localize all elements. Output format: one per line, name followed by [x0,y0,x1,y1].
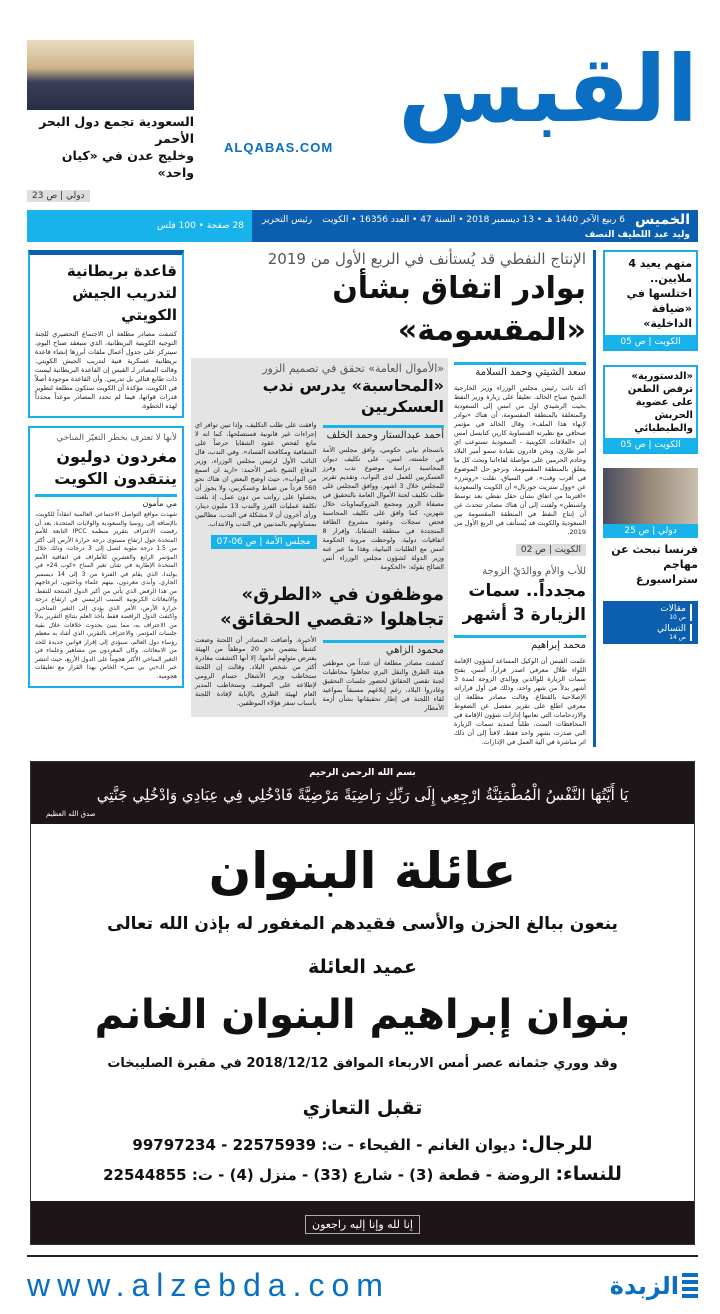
women-info: الروضة - قطعة (3) - شارع (33) - منزل (4) - ت: 22544855 [103,1166,551,1184]
audit-body-2: وافقت على طلب التكليف، وإذا تبين توافر اي إجراءات غير قانونية فستصلحها، كما انه لا مانع لفحص عقود الشقايا حرصاً على الشفافية ومكافحة الفساد». وفي الندب، قال النائب الأول لرئيس مجلس الوزراء، وزير الدفاع الشيخ ناصر الأحمد: «اريد ان اسمع من النواب»، حيث اوضح البعض ان هناك نحو 560 فرداً من ضباط وعسكريين، ولا يجوز أن يحصلوا على رواتب من دون عمل، إذ بلغت تكلفة عمليات الفرز والندب 13 مليون دينار، ورأى آخرون أن لا مشكلة في الندب، مطالبين بمساواتهم بالمدنيين في الندب والانتداب. [195,421,317,528]
audit-body-1: بانسجام نيابي حكومي، وافق مجلس الأمة في جلسته، امس، على تكليف ديوان المحاسبة دراسة موضوع ندب وفرز العسكريين للعمل لدى النواب، وتقديم تقرير للمجلس خلال 3 اشهر. ووافق المجلس على طلب تكليف لجنة الأموال العامة بالتحقيق في مصفاة الزور ومجمع البتروكيماويات خلال شهرين، كما وافق على تكليف المحاسبة فحص سجلات وعقود مشروع الطاقة المتجددة في منطقة الشقايا، وإقرار 8 اتفاقيات دولية. ولوحظت مرونة الحكومة امس مع الطلبات النيابية، وهذا ما عبر عنه وزير الدولة لشؤون مجلس الوزراء أنس الصالح بقوله: «الحكومة [322,446,445,571]
roads-headline-1[interactable]: موظفون في «الطرق» [241,584,444,605]
right-column-rule [593,250,596,747]
women-label: للنساء: [555,1163,622,1185]
side-tag: دولي | ص 25 [603,524,698,538]
verse-banner [31,762,694,824]
women-condolences [31,1163,694,1185]
audit-headline[interactable]: «المحاسبة» يدرس ندب العسكريين [262,376,444,416]
side-tag: الكويت | ص 05 [605,335,696,349]
family-name: عائلة البنوان [208,842,517,900]
dateline-day: الخميس [634,212,690,228]
site-url: ALQABAS.COM [224,140,334,155]
closing-banner [31,1201,694,1244]
men-condolences [31,1133,694,1155]
index-label: التسالي [657,624,686,634]
basmala: بسم الله الرحمن الرحيم [309,768,416,778]
lead-column [454,358,586,747]
lead-headline[interactable]: بوادر اتفاق بشأن «المقسومة» [332,271,586,348]
deceased-title: عميد العائلة [308,956,417,978]
base-box[interactable] [28,250,184,418]
roads-body-2: الأخيرة. وأضافت المصادر أن اللجنة وضعت كشفاً يتضمن نحو 20 موظفاً من الهيئة يفترض مثولهم أمامها، إلا أنها اكتشفت مغادرة أكثر من شخص البلاد. وقالت إن اللجنة ستخاطب وزير الأشغال حسام الرومي لإطلاعه على الموقف، وستخاطب المدير العام لهيئة الطرق بالإنابة لإفادة اللجنة بأسباب سفر هؤلاء الموظفين. [195,636,317,707]
top-story-photo [27,40,194,110]
burial-info: وقد ووري جثمانه عصر أمس الاربعاء الموافق 2018/12/12 في مقبرة الصليبخات [107,1056,618,1071]
lead-byline: سعد الشيتي وحمد السلامة [454,362,586,378]
footer [27,1255,698,1304]
visa-kicker: للأب والأم ووالدَيْ الزوجة [482,566,586,577]
side-box-embezzle[interactable] [603,250,698,351]
condolences-heading: تقبل التعازي [302,1097,423,1119]
roads-col-right [323,636,445,713]
editor-name: وليد عبد اللطيف النصف [584,230,690,240]
index-item[interactable] [609,624,692,641]
right-column [603,250,698,644]
footer-logo-text: الزبدة [609,1271,679,1300]
top-story-tag[interactable]: دولي | ص 23 [27,190,90,202]
left-column [28,250,184,688]
index-page: ص 10 [669,614,686,621]
lead-tag[interactable]: الكويت | ص 02 [516,544,586,556]
grey-panel [191,358,448,717]
content-row [27,250,698,747]
roads-body-1: كشفت مصادر مطلعة أن عدداً من موظفي هيئة الطرق والنقل البري تجاهلوا مخاطبات لجنة تقصي الحقائق لحضور جلسات التحقيق وغادروا البلاد، رغم إبلاغهم مسبقاً بمواعيد لقاء اللجنة في إطار تحقيقاتها بشأن أزمة الأمطار [322,659,444,712]
announcement: ينعون ببالغ الحزن والأسى فقيدهم المغفور له بإذن الله تعالى [107,914,618,934]
pages-price: 28 صفحة • 100 فلس [157,221,244,231]
strasbourg-photo [603,468,698,524]
audit-columns [195,421,444,572]
side-headline: متهم يعيد 4 ملايين.. اختلسها في «ضيافة الداخلية» [626,257,692,330]
footer-logo[interactable] [610,1272,698,1300]
side-headline: «الدستورية» ترفض الطعن على عضوية الحربش والطبطبائي [627,371,693,434]
visa-headline[interactable]: مجدداً.. سمات الزيارة 3 أشهر [462,581,586,625]
masthead-logo[interactable] [204,36,698,155]
dateline-date: 6 ربيع الآخر 1440 هـ • 13 ديسمبر 2018 • السنة 47 • العدد 16356 • الكويت [322,215,625,225]
audit-kicker: «الأموال العامة» تحقق في تصميم الزور [262,362,444,375]
climate-headline: مغردون دوليون ينتقدون الكويت [54,447,177,488]
top-story-headline-1[interactable]: السعودية تجمع دول البحر الأحمر [39,114,194,146]
audit-byline: أحمد عبدالستار وحمد الخلف [323,425,445,441]
side-box-strasbourg[interactable] [603,468,698,587]
side-box-constitutional[interactable] [603,365,698,454]
audit-col-left [195,421,317,549]
menu-lines-icon [682,1273,698,1299]
side-tag: الكويت | ص 05 [605,438,696,452]
quran-verse: يَا أَيَّتُهَا النَّفْسُ الْمُطْمَئِنَّةُ ارْجِعِي إِلَى رَبِّكِ رَاضِيَةً مَرْضِيَّةً فَادْخُلِي فِي عِبَادِي وَادْخُلِي جَنَّتِي [96,786,629,804]
obituary-ad [30,761,695,1245]
climate-byline: مي مأمون [35,494,177,508]
index-label: مقالات [660,604,686,614]
deceased-name: بنوان إبراهيم البنوان الغانم [94,992,631,1038]
main-column [191,250,586,747]
climate-body: شهدت مواقع التواصل الاجتماعي العالمية انتقاداً للكويت، بالإضافة إلى روسيا والسعودية والولايات المتحدة، بعد أن رفضت الاعتراف بتقرير منظمة IPCC التابعة للأمم المتحدة حول ارتفاع مستوى درجة حرارة الأرض إلى أكثر من 1.5 درجة مئوية لتصل إلى 3 درجات، وذلك خلال المؤتمر الرابع والعشرين للأطراف في اتفاقية الأمم المتحدة الإطارية في شأن تغير المناخ «كوب 24» في بولندا، الذي يقام في الفترة من 3 إلى 14 ديسمبر الجاري. وأبدى مغردون، بينهم علماء وباحثون، انزعاجهم من هذا الرفض الذي يأتي من أكبر الدول المنتجة للنفط. والانبعاثات الكربونية السبب الرئيسي في ارتفاع درجة حرارة الأرض، الأمر الذي يؤدي إلى التغير المناخي. واكتفت الدول الرافضة فقط بأخذ العلم بنتائج التقرير بدلاً من الاعتراف به، مما ينبئ بحدوث خلافات خلال بقية جلسات المؤتمر. والاعتراف بالتقرير، الذي أشاد به معظم رؤساء دول العالم، سيؤدي إلى إقرار قوانين جديدة للحد من الانبعاثات. وكان المغردون من مشاهير وعلماء في التغير المناخي الأكثر هجوماً على الدول الأربع، حيث انتشر خبر الـ«بي بي سي» الخاص بهذا القرار مع تعليقات هجومية. [35,511,178,680]
header [27,36,698,202]
index-item[interactable] [609,604,692,621]
lead-body: أكد نائب رئيس مجلس الوزراء وزير الخارجية الشيخ صباح الخالد، تعليقاً على زيارة وزير النفط بخيت الرشيدي اول من امس إلى السعودية والمتعلقة بالمنطقة المقسومة، أن هناك «بوادر لإنهاء هذا الملف». وقال الخالد في مؤتمر صحافي مع نظيرته الفنساوية كارين كنايسل امس إن «العلاقات الكويتية - السعودية تستوعب اي امر طارئ، ونحن قادرون بقيادة سمو أمير البلاد وخادم الحرمين على مواصلة لقاءاتنا وبحث كل ما يتعلق بالمنطقة المقسومة، ونرجو حل الموضوع في أقرب وقت». في السياق، نقلت «رويترز» عن «وول ستريت جورنال» أن الكويت والسعودية «اقتربتا من اتفاق بشأن حقل نفطي بعد توسط واشنطن» ولفتت إلى أن هناك مصادر تتحدث عن أن إنتاج النفط في المنطقة المقسومة بين السعودية والكويت قد يُستأنف في الربع الأول من 2019. [454,384,586,536]
roads-byline: محمود الزاهي [323,640,445,656]
index-box [603,601,698,644]
dateline-bar [27,210,698,242]
base-body: كشفت مصادر مطلعة أن الاجتماع التحضيري للجنة التوجيه الكويتية البريطانية، الذي سيعقد صباح اليوم، سيتركز على جدول أعمال ملفات أبرزها إنشاء قاعدة بريطانية عسكرية فنية لتدريب الجيش الكويتي. وقالت المصادر لـ القبس إن القاعدة البريطانية ليست ذات طابع قتالي بل تدريبي. وأن القاعدة موجودة أصلاً في الكويت، مؤكدة أن الكويت ستكون مطلعة لتطوير قدرات قواتها، فيما لم تحدد المصادر موعداً محدداً لهذه الخطوة. [35,330,177,410]
lead-kicker: الإنتاج النفطي قد يُستأنف في الربع الأول من 2019 [267,250,586,268]
audit-tag[interactable]: مجلس الأمة | ص 06-07 [211,535,317,549]
audit-col-right [323,421,445,572]
roads-col-left [195,636,317,708]
main-subrow [191,358,586,747]
index-page: ص 14 [669,634,686,641]
roads-headline-2[interactable]: تجاهلوا «تقصي الحقائق» [220,609,444,630]
men-info: ديوان الغانم - الفيحاء - ت: 22575939 - 99797234 [132,1136,516,1154]
top-story-headline-2[interactable]: وخليج عدن في «كيان واحد» [61,148,194,180]
base-headline: قاعدة بريطانية لتدريب الجيش الكويتي [66,262,177,324]
editor-label: رئيس التحرير [262,215,313,225]
climate-kicker: لأنها لا تعترف بخطر التغيّر المناخي [56,433,177,443]
sadaq: صدق الله العظيم [46,810,96,818]
top-story[interactable] [27,40,194,202]
logo-text: القبس [398,36,698,143]
lead-article [454,362,586,556]
roads-columns [195,636,444,713]
climate-box[interactable] [28,426,184,688]
footer-url[interactable]: www.alzebda.com [27,1267,390,1303]
front-page [0,36,720,1314]
men-label: للرجال: [520,1133,593,1155]
side-headline: فرنسا تبحث عن مهاجم ستراسبورغ [611,543,698,586]
closing-text: إنا لله وإنا إليه راجعون [305,1215,420,1234]
visa-body: علمت القبس أن الوكيل المساعد لشؤون الإقامة اللواء طلال معرفي اصدر قراراً، أمس، بفتح سمات الزيارة للوالدين ووالدي الزوجة لمدة 3 أشهر بدلاً من شهر واحد، وذلك في أول قراراته الإصلاحية بالقطاع. وقالت مصادر مطلعة إن معرفي اطلع على تقرير مفصل عن الضغوط والازدحامات التي تعانيها إدارات شؤون الإقامة في المحافظات الست، طلباً لتمديد سمات الزيارة التي صدرت بشهر واحد فقط، لافتاً إلى أن ذلك اثر مباشرة في آلية العمل في الإدارات. [454,657,586,746]
visa-byline: محمد إبراهيم [454,635,586,651]
visa-article [454,566,586,747]
